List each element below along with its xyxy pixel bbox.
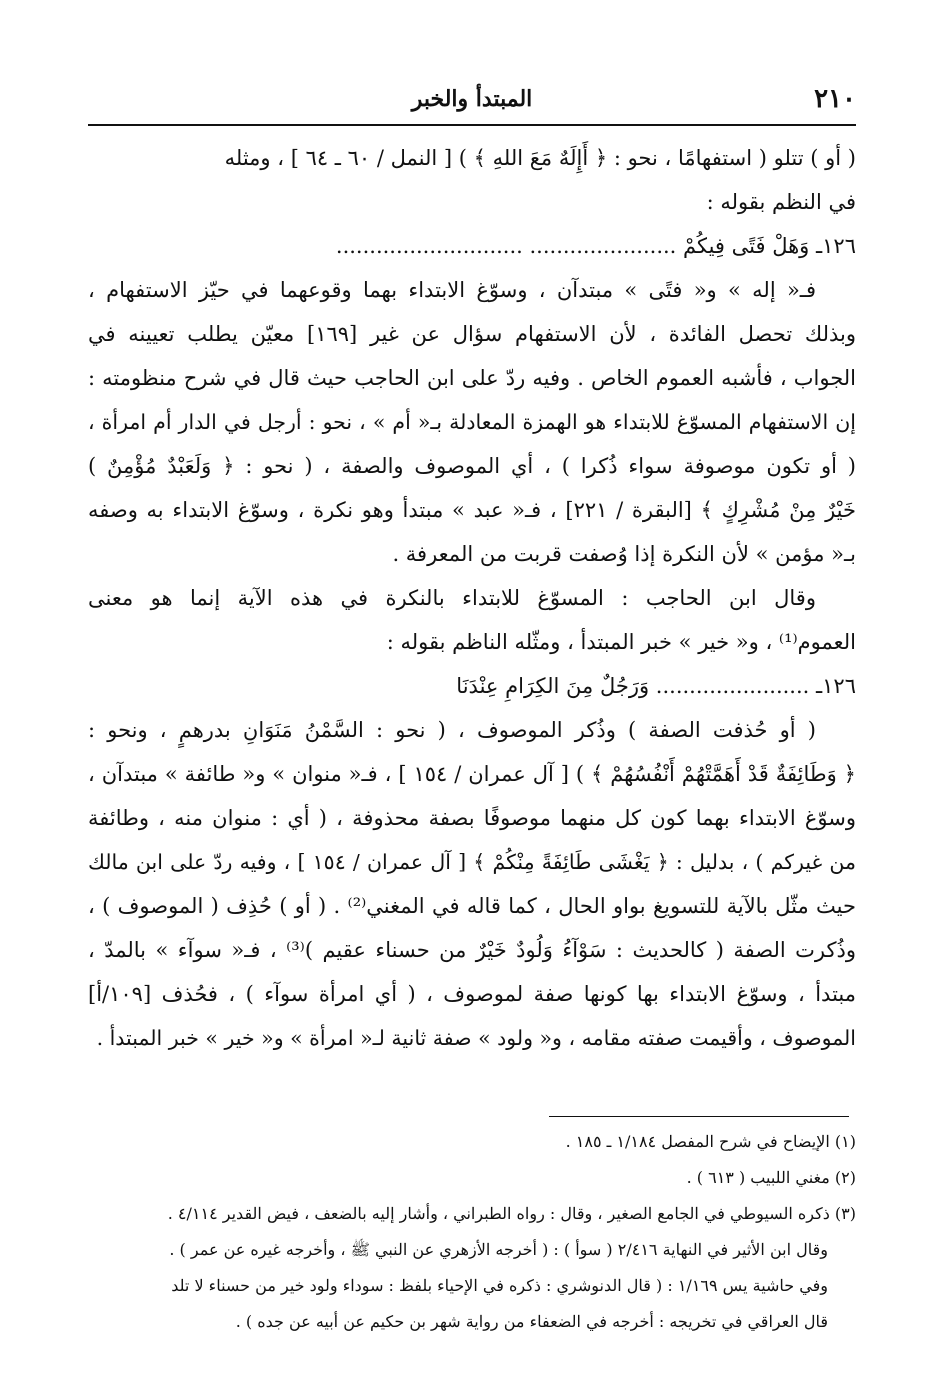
- text-line: وبذلك تحصل الفائدة ، لأن الاستفهام سؤال عن غير [١٦٩] معيّن يطلب تعيينه في: [88, 322, 856, 346]
- running-title: المبتدأ والخبر: [411, 86, 533, 112]
- text-line: الموصوف ، وأقيمت صفته مقامه ، و« ولود » صفة ثانية لـ« امرأة » و« خير » خبر المبتدأ .: [96, 1026, 856, 1050]
- footnote-continuation: وفي حاشية يس ١/١٦٩ : ( قال الدنوشري : ذكره في الإحياء بلفظ : سوداء ولود خير من حسناء لا تلد: [171, 1276, 828, 1295]
- footnote-continuation: قال العراقي في تخريجه : أخرجه في الضعفاء من رواية شهر بن حكيم عن أبيه عن جده ) .: [235, 1312, 828, 1331]
- text-line: ( أو ) تتلو ( استفهامًا ، نحو : ﴿ أَإِلَهٌ مَعَ اللهِ ﴾ ) [ النمل / ٦٠ ـ ٦٤ ] ، ومثله: [224, 146, 856, 170]
- footnote-continuation: وقال ابن الأثير في النهاية ٢/٤١٦ ( سوأ ) : ( أخرجه الأزهري عن النبي ﷺ ، وأخرجه غيره عن عمر ) .: [169, 1240, 828, 1259]
- text-line: ( أو حُذفت الصفة ) وذُكر الموصوف ، ( نحو : السَّمْنُ مَنَوَانِ بدرهمٍ ، ونحو :: [88, 718, 816, 742]
- text-line: ( أو تكون موصوفة سواء ذُكرا ) ، أي الموصوف والصفة ، ( نحو : ﴿ وَلَعَبْدٌ مُؤْمِنٌ ): [88, 454, 856, 478]
- text-line: بـ« مؤمن » لأن النكرة إذا وُصفت قربت من المعرفة .: [392, 542, 856, 566]
- verse-line: ١٢٦ـ ....................... وَرَجُلٌ مِنَ الكِرَامِ عِنْدَنَا: [456, 674, 856, 698]
- text-line: وسوّغ الابتداء بهما كون كل منهما موصوفًا بصفة محذوفة ، ( أي : منوان منه ، وطائفة: [88, 806, 856, 830]
- text-line: من غيركم ) ، بدليل : ﴿ يَغْشَى طَائِفَةً مِنْكُمْ ﴾ [ آل عمران / ١٥٤ ] ، وفيه ردّ على ابن مالك: [88, 850, 856, 874]
- text-line: فـ« إله » و« فتًى » مبتدآن ، وسوّغ الابتداء بهما وقوعهما في حيّز الاستفهام ،: [88, 278, 816, 302]
- page-number: ٢١٠: [814, 84, 856, 114]
- footnote: (٢) مغني اللبيب ( ٦١٣ ) .: [686, 1168, 856, 1187]
- page-header: [88, 76, 856, 116]
- text-line: الجواب ، فأشبه العموم الخاص . وفيه ردّ على ابن الحاجب حيث قال في شرح منظومته :: [88, 366, 856, 390]
- text-line: حيث مثّل بالآية للتسويغ بواو الحال ، كما قاله في المغني⁽²⁾ . ( أو ) حُذِف ( الموصوف ) ،: [88, 894, 856, 918]
- footnotes: [88, 1124, 856, 1340]
- footnote: (١) الإيضاح في شرح المفصل ١/١٨٤ ـ ١٨٥ .: [565, 1132, 856, 1151]
- text-line: وذُكرت الصفة ( كالحديث : سَوْآءُ وَلُودٌ خَيْرٌ من حسناء عقيم )⁽³⁾ ، فـ« سوآء » بالمدّ ،: [88, 938, 856, 962]
- text-line: وقال ابن الحاجب : المسوّغ للابتداء بالنكرة في هذه الآية إنما هو معنى: [88, 586, 816, 610]
- header-rule: [88, 124, 856, 126]
- main-text: [88, 136, 856, 1060]
- text-line: العموم⁽¹⁾ ، و« خير » خبر المبتدأ ، ومثّله الناظم بقوله :: [386, 630, 856, 654]
- footnote-rule: [549, 1116, 849, 1117]
- verse-line: ١٢٦ـ وَهَلْ فَتًى فِيكُمْ ...................... ............................: [335, 234, 856, 258]
- text-line: في النظم بقوله :: [706, 190, 856, 214]
- footnote: (٣) ذكره السيوطي في الجامع الصغير ، وقال : رواه الطبراني ، وأشار إليه بالضعف ، فيض القدير ٤/١١٤ .: [167, 1204, 856, 1223]
- text-line: مبتدأ ، وسوّغ الابتداء بها كونها صفة لموصوف ، ( أي امرأة سوآء ) ، فحُذف [١٠٩/أ]: [88, 982, 856, 1006]
- text-line: إن الاستفهام المسوّغ للابتداء هو الهمزة المعادلة بـ« أم » ، نحو : أرجل في الدار أم امرأة ،: [88, 410, 856, 434]
- text-line: خَيْرٌ مِنْ مُشْرِكٍ ﴾ [البقرة / ٢٢١] ، فـ« عبد » مبتدأ وهو نكرة ، وسوّغ الابتداء به وصفه: [88, 498, 856, 522]
- text-line: ﴿ وَطَائِفَةٌ قَدْ أَهَمَّتْهُمْ أَنْفُسُهُمْ ﴾ ) [ آل عمران / ١٥٤ ] ، فـ« منوان » و« طائفة » مبتدآن ،: [88, 762, 856, 786]
